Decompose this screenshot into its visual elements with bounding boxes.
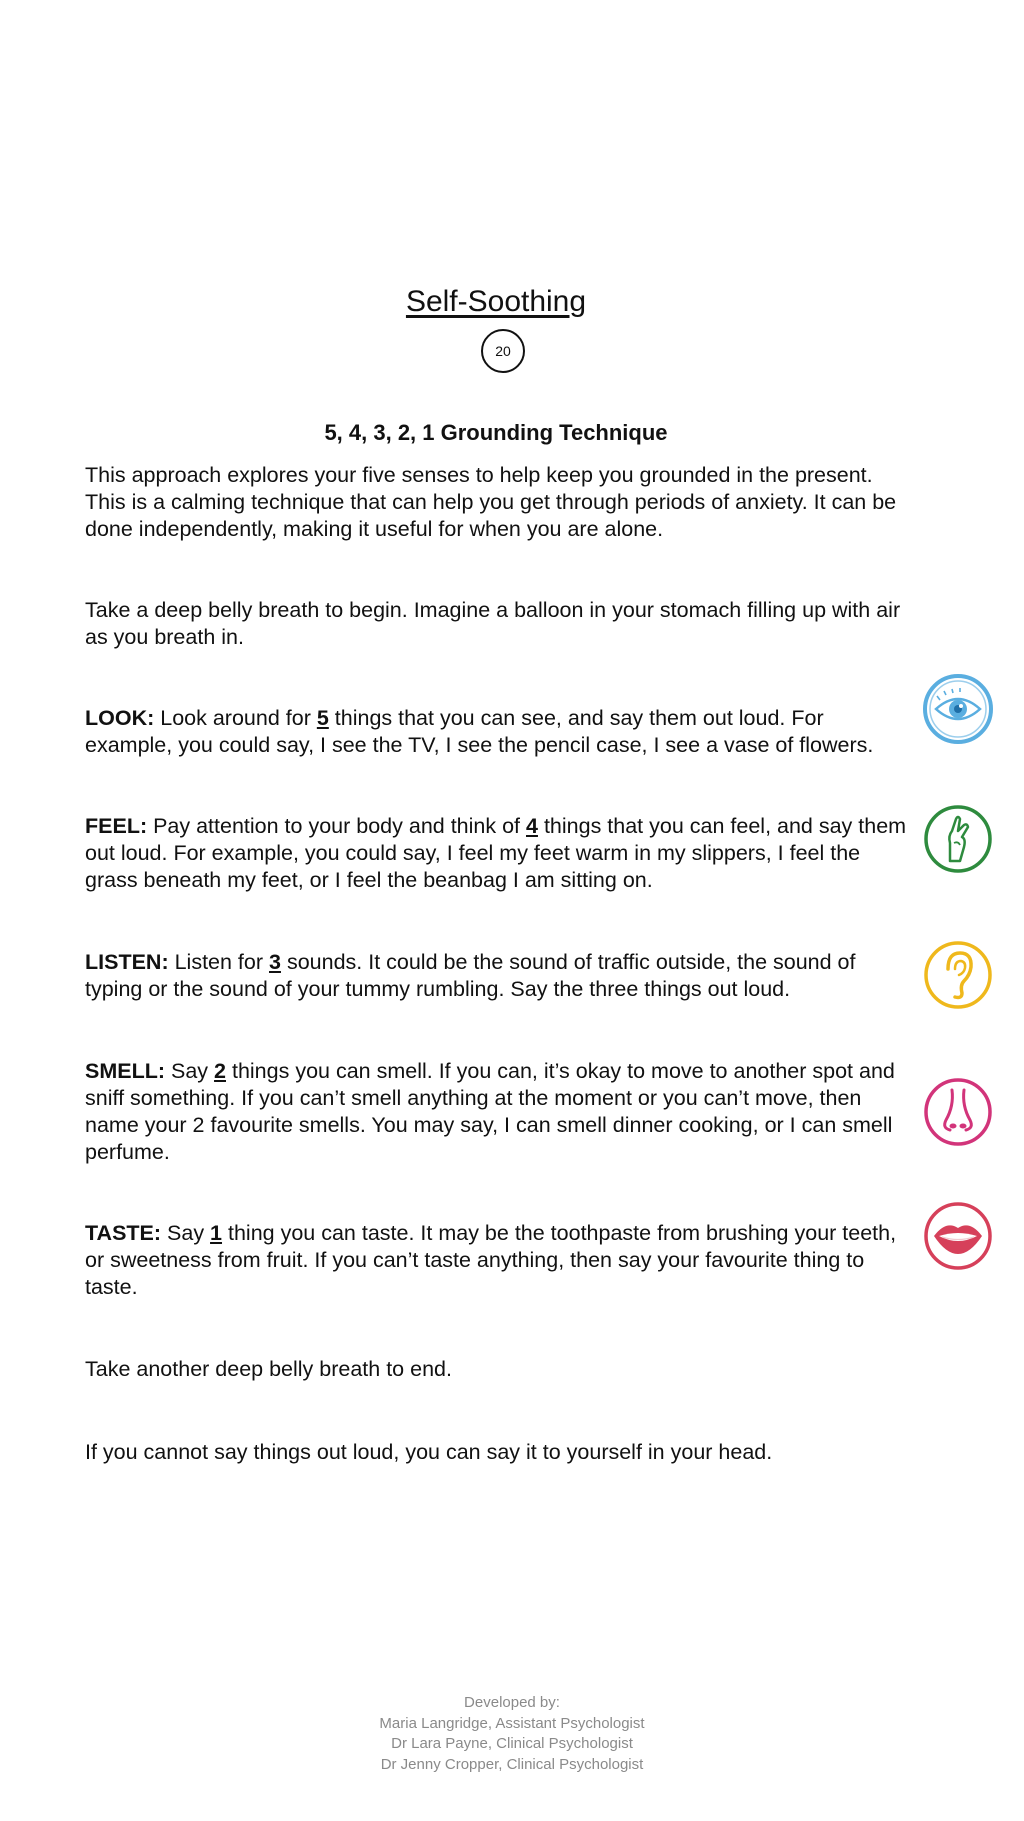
sense-text: Say [165, 1059, 215, 1083]
sense-text: Pay attention to your body and think of [147, 814, 526, 838]
sense-label: LOOK: [85, 706, 155, 730]
sense-paragraph-taste [85, 1220, 910, 1301]
sense-count: 5 [316, 706, 329, 730]
technique-heading: 5, 4, 3, 2, 1 Grounding Technique [324, 420, 668, 445]
eye-icon [922, 673, 994, 745]
credits-line: Maria Langridge, Assistant Psychologist [379, 1714, 645, 1732]
nose-icon [922, 1076, 994, 1148]
note-paragraph: If you cannot say things out loud, you can say it to yourself in your head. [85, 1440, 773, 1464]
sense-label: FEEL: [85, 814, 148, 838]
sense-paragraph-feel [85, 813, 910, 894]
credits-footer [0, 1693, 1024, 1775]
end-paragraph: Take another deep belly breath to end. [85, 1357, 452, 1381]
hand-icon [922, 803, 994, 875]
sense-text: Say [161, 1221, 211, 1245]
credits-line: Developed by: [464, 1694, 560, 1711]
sense-text: things that you can feel, and say them out loud. For example, you could say, I feel my feet warm in my slippers, I feel the grass beneath my feet, or I feel the beanbag I am sitting on. [85, 814, 907, 892]
mouth-icon [922, 1200, 994, 1272]
intro-paragraph: This approach explores your five senses to help keep you grounded in the present. This is a calming technique that can help you get through periods of anxiety. It can be done independently, making it useful for when you are alone. [85, 463, 897, 541]
sense-label: LISTEN: [85, 950, 169, 974]
page-number-badge: 20 [481, 329, 525, 373]
ear-icon [922, 939, 994, 1011]
sense-count: 2 [214, 1059, 226, 1083]
sense-count: 1 [210, 1221, 223, 1245]
sense-paragraph-look [85, 705, 910, 759]
sense-paragraph-listen [85, 949, 910, 1003]
sense-text: things that you can see, and say them out loud. For example, you could say, I see the TV, I see the pencil case, I see a vase of flowers. [85, 706, 874, 757]
sense-paragraph-smell [85, 1058, 910, 1166]
sense-label: SMELL: [85, 1059, 166, 1083]
sense-label: TASTE: [85, 1221, 162, 1245]
begin-paragraph: Take a deep belly breath to begin. Imagine a balloon in your stomach filling up with air as you breath in. [85, 598, 901, 649]
sense-count: 3 [269, 950, 281, 974]
sense-text: thing you can taste. It may be the toothpaste from brushing your teeth, or sweetness from fruit. If you can’t taste anything, then say your favourite thing to taste. [85, 1221, 897, 1299]
page-title: Self-Soothing [405, 285, 587, 318]
sense-text: Look around for [154, 706, 317, 730]
sense-count: 4 [526, 814, 538, 838]
credits-line: Dr Jenny Cropper, Clinical Psychologist [380, 1755, 644, 1773]
credits-line: Dr Lara Payne, Clinical Psychologist [391, 1735, 633, 1752]
sense-text: things you can smell. If you can, it’s okay to move to another spot and sniff something. If you can’t smell anything at the moment or you can’t move, then name your 2 favourite smells. You may say, I can smell dinner cooking, or I can smell perfume. [85, 1059, 895, 1164]
sense-text: Listen for [168, 950, 269, 974]
sense-text: sounds. It could be the sound of traffic outside, the sound of typing or the sound of your tummy rumbling. Say the three things out loud. [85, 950, 856, 1001]
